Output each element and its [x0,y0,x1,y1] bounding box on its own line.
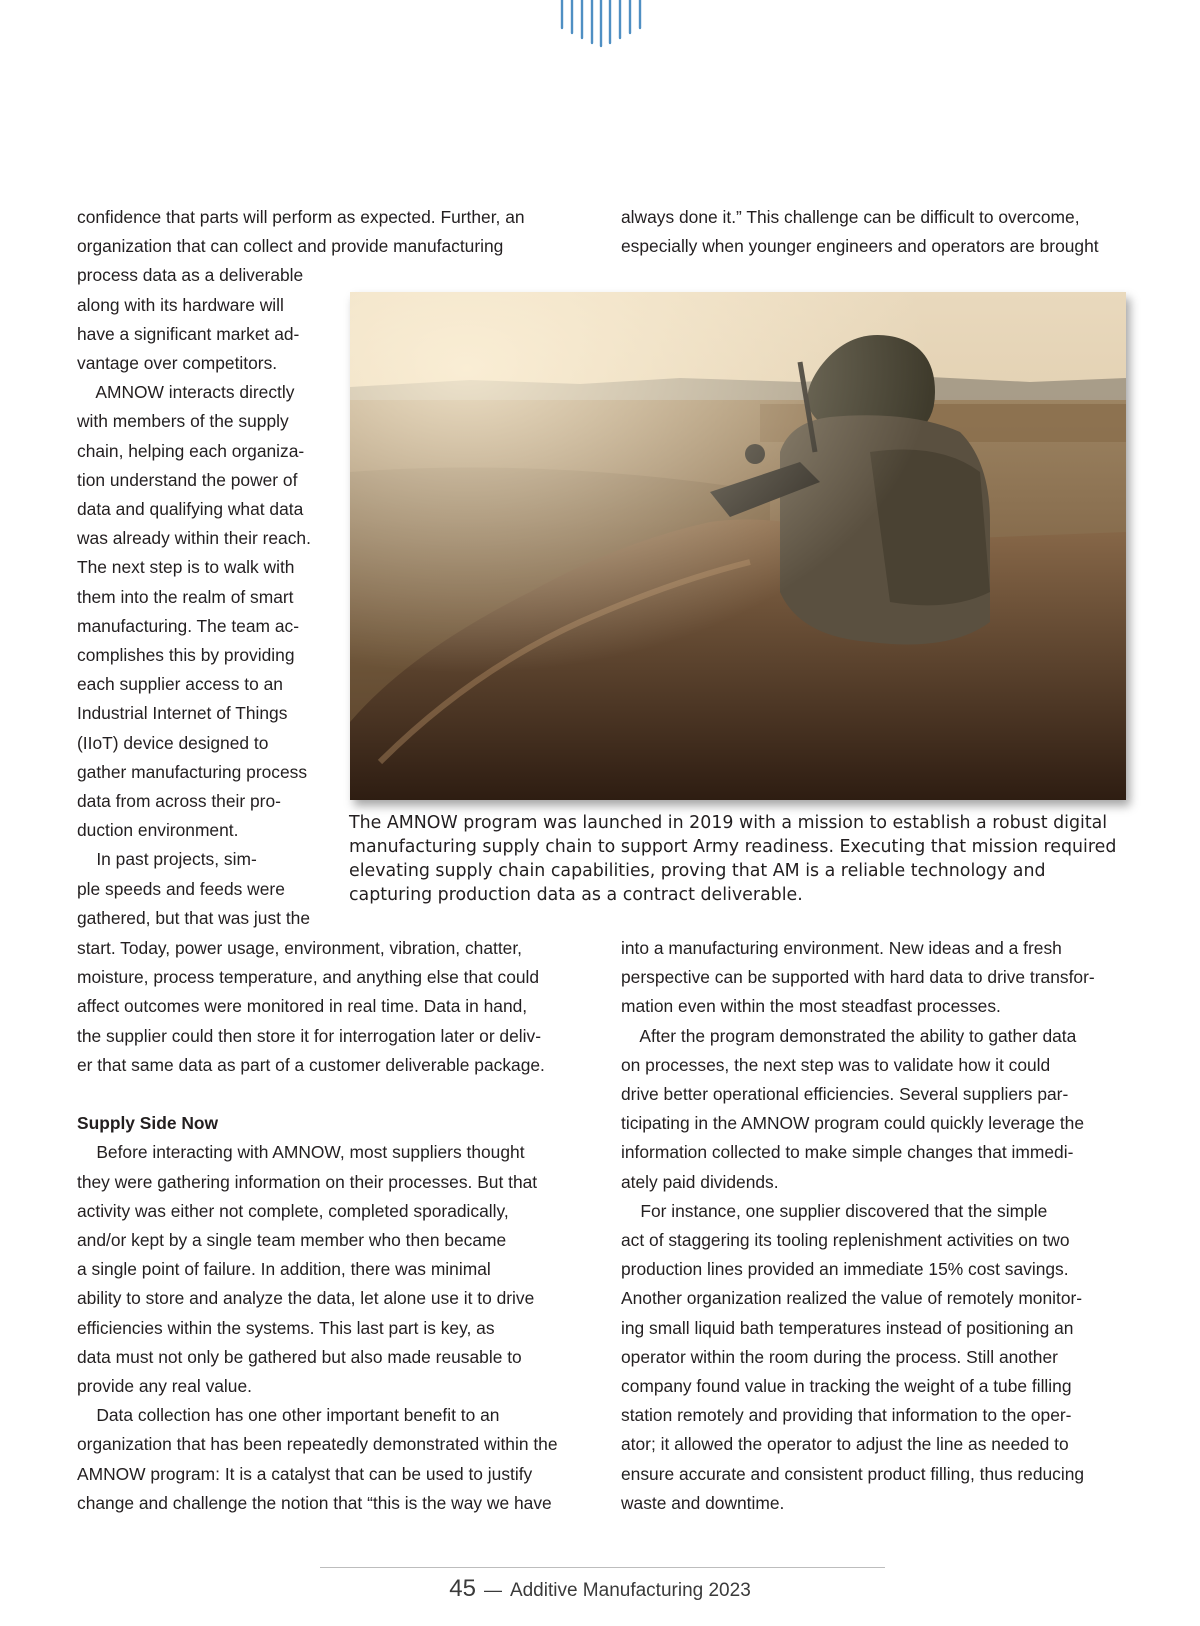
text-line: In past projects, sim- [77,849,257,870]
text-line: ator; it allowed the operator to adjust the line as needed to [621,1434,1069,1455]
text-line: station remotely and providing that information to the oper- [621,1405,1072,1426]
text-line: Industrial Internet of Things [77,703,288,724]
soldier-photo [350,292,1126,800]
text-line: ple speeds and feeds were [77,878,285,899]
text-line: information collected to make simple changes that immedi- [621,1142,1074,1163]
text-line: them into the realm of smart [77,586,294,607]
caption-line: manufacturing supply chain to support Army readiness. Executing that mission required [349,837,1117,857]
text-line: start. Today, power usage, environment, vibration, chatter, [77,938,522,958]
page-number: 45 [449,1575,476,1602]
text-line: AMNOW interacts directly [77,382,295,403]
text-line: operator within the room during the process. Still another [621,1346,1058,1367]
text-line: the supplier could then store it for interrogation later or deliv- [77,1025,541,1046]
text-line: a single point of failure. In addition, there was minimal [77,1259,491,1280]
text-line: ensure accurate and consistent product filling, thus reducing [621,1463,1085,1484]
publication-title: Additive Manufacturing 2023 [509,1580,751,1601]
left-column-bottom-text [77,934,558,1518]
text-line: waste and downtime. [621,1492,785,1513]
text-line: mation even within the most steadfast processes. [621,996,1001,1017]
text-line: affect outcomes were monitored in real time. Data in hand, [77,996,528,1017]
caption-line: elevating supply chain capabilities, proving that AM is a reliable technology and [349,861,1046,881]
text-line: on processes, the next step was to validate how it could [621,1054,1051,1075]
text-line: along with its hardware will [77,294,284,315]
text-line: gathered, but that was just the [77,907,310,928]
text-line: production lines provided an immediate 15% cost savings. [621,1259,1069,1280]
text-line: AMNOW program: It is a catalyst that can be used to justify [77,1463,533,1484]
text-line: they were gathering information on their processes. But that [77,1171,538,1192]
text-line: data and qualifying what data [77,499,304,520]
text-line: organization that has been repeatedly demonstrated within the [77,1434,558,1455]
text-line: into a manufacturing environment. New ideas and a fresh [621,938,1062,958]
page-footer [0,1575,1200,1603]
text-line: have a significant market ad- [77,323,300,344]
text-line: ing small liquid bath temperatures instead of positioning an [621,1317,1074,1338]
text-line: data must not only be gathered but also made reusable to [77,1346,522,1367]
text-line: organization that can collect and provide manufacturing [77,236,504,257]
footer-separator: — [483,1580,502,1600]
text-line: act of staggering its tooling replenishment activities on two [621,1230,1070,1251]
paragraph-gap [77,1080,558,1109]
text-line: complishes this by providing [77,645,295,666]
text-line: Before interacting with AMNOW, most suppliers thought [77,1142,525,1163]
text-line: duction environment. [77,820,239,841]
text-line: change and challenge the notion that “this is the way we have [77,1492,552,1513]
caption-line: capturing production data as a contract deliverable. [349,885,803,905]
text-line: vantage over competitors. [77,353,278,374]
text-line: moisture, process temperature, and anything else that could [77,967,540,988]
text-line: activity was either not complete, completed sporadically, [77,1200,509,1221]
text-line: each supplier access to an [77,674,283,695]
text-line: tion understand the power of [77,469,298,490]
text-line: er that same data as part of a customer deliverable package. [77,1054,545,1075]
text-line: confidence that parts will perform as expected. Further, an [77,207,525,227]
text-line: gather manufacturing process [77,761,308,782]
text-line: was already within their reach. [77,528,311,549]
text-line: ately paid dividends. [621,1171,779,1192]
text-line: process data as a deliverable [77,265,304,286]
text-line: always done it.” This challenge can be difficult to overcome, [621,207,1080,227]
text-line: For instance, one supplier discovered that the simple [621,1200,1048,1221]
photo-caption [349,811,1139,907]
text-line: perspective can be supported with hard data to drive transfor- [621,967,1095,988]
text-line: efficiencies within the systems. This last part is key, as [77,1317,495,1338]
right-column-bottom-text [621,934,1095,1518]
text-line: Another organization realized the value of remotely monitor- [621,1288,1083,1309]
right-column-top-text [621,203,1099,261]
caption-line: The AMNOW program was launched in 2019 with a mission to establish a robust digital [349,813,1108,833]
text-line: ticipating in the AMNOW program could quickly leverage the [621,1113,1084,1134]
text-line: ability to store and analyze the data, let alone use it to drive [77,1288,535,1309]
text-line: company found value in tracking the weight of a tube filling [621,1376,1072,1397]
text-line: drive better operational efficiencies. Several suppliers par- [621,1084,1069,1105]
text-line: Data collection has one other important benefit to an [77,1405,500,1426]
text-line: and/or kept by a single team member who then became [77,1230,507,1251]
text-line: especially when younger engineers and operators are brought [621,236,1099,257]
text-line: The next step is to walk with [77,557,295,578]
header-ornament [560,0,642,48]
text-line: provide any real value. [77,1376,252,1397]
section-subheading: Supply Side Now [77,1113,219,1134]
text-line: chain, helping each organiza- [77,440,305,461]
text-line: with members of the supply [77,411,289,432]
text-line: data from across their pro- [77,791,281,812]
text-line: manufacturing. The team ac- [77,615,300,636]
text-line: (IIoT) device designed to [77,732,269,753]
text-line: After the program demonstrated the ability to gather data [621,1025,1077,1046]
footer-divider [320,1567,885,1568]
